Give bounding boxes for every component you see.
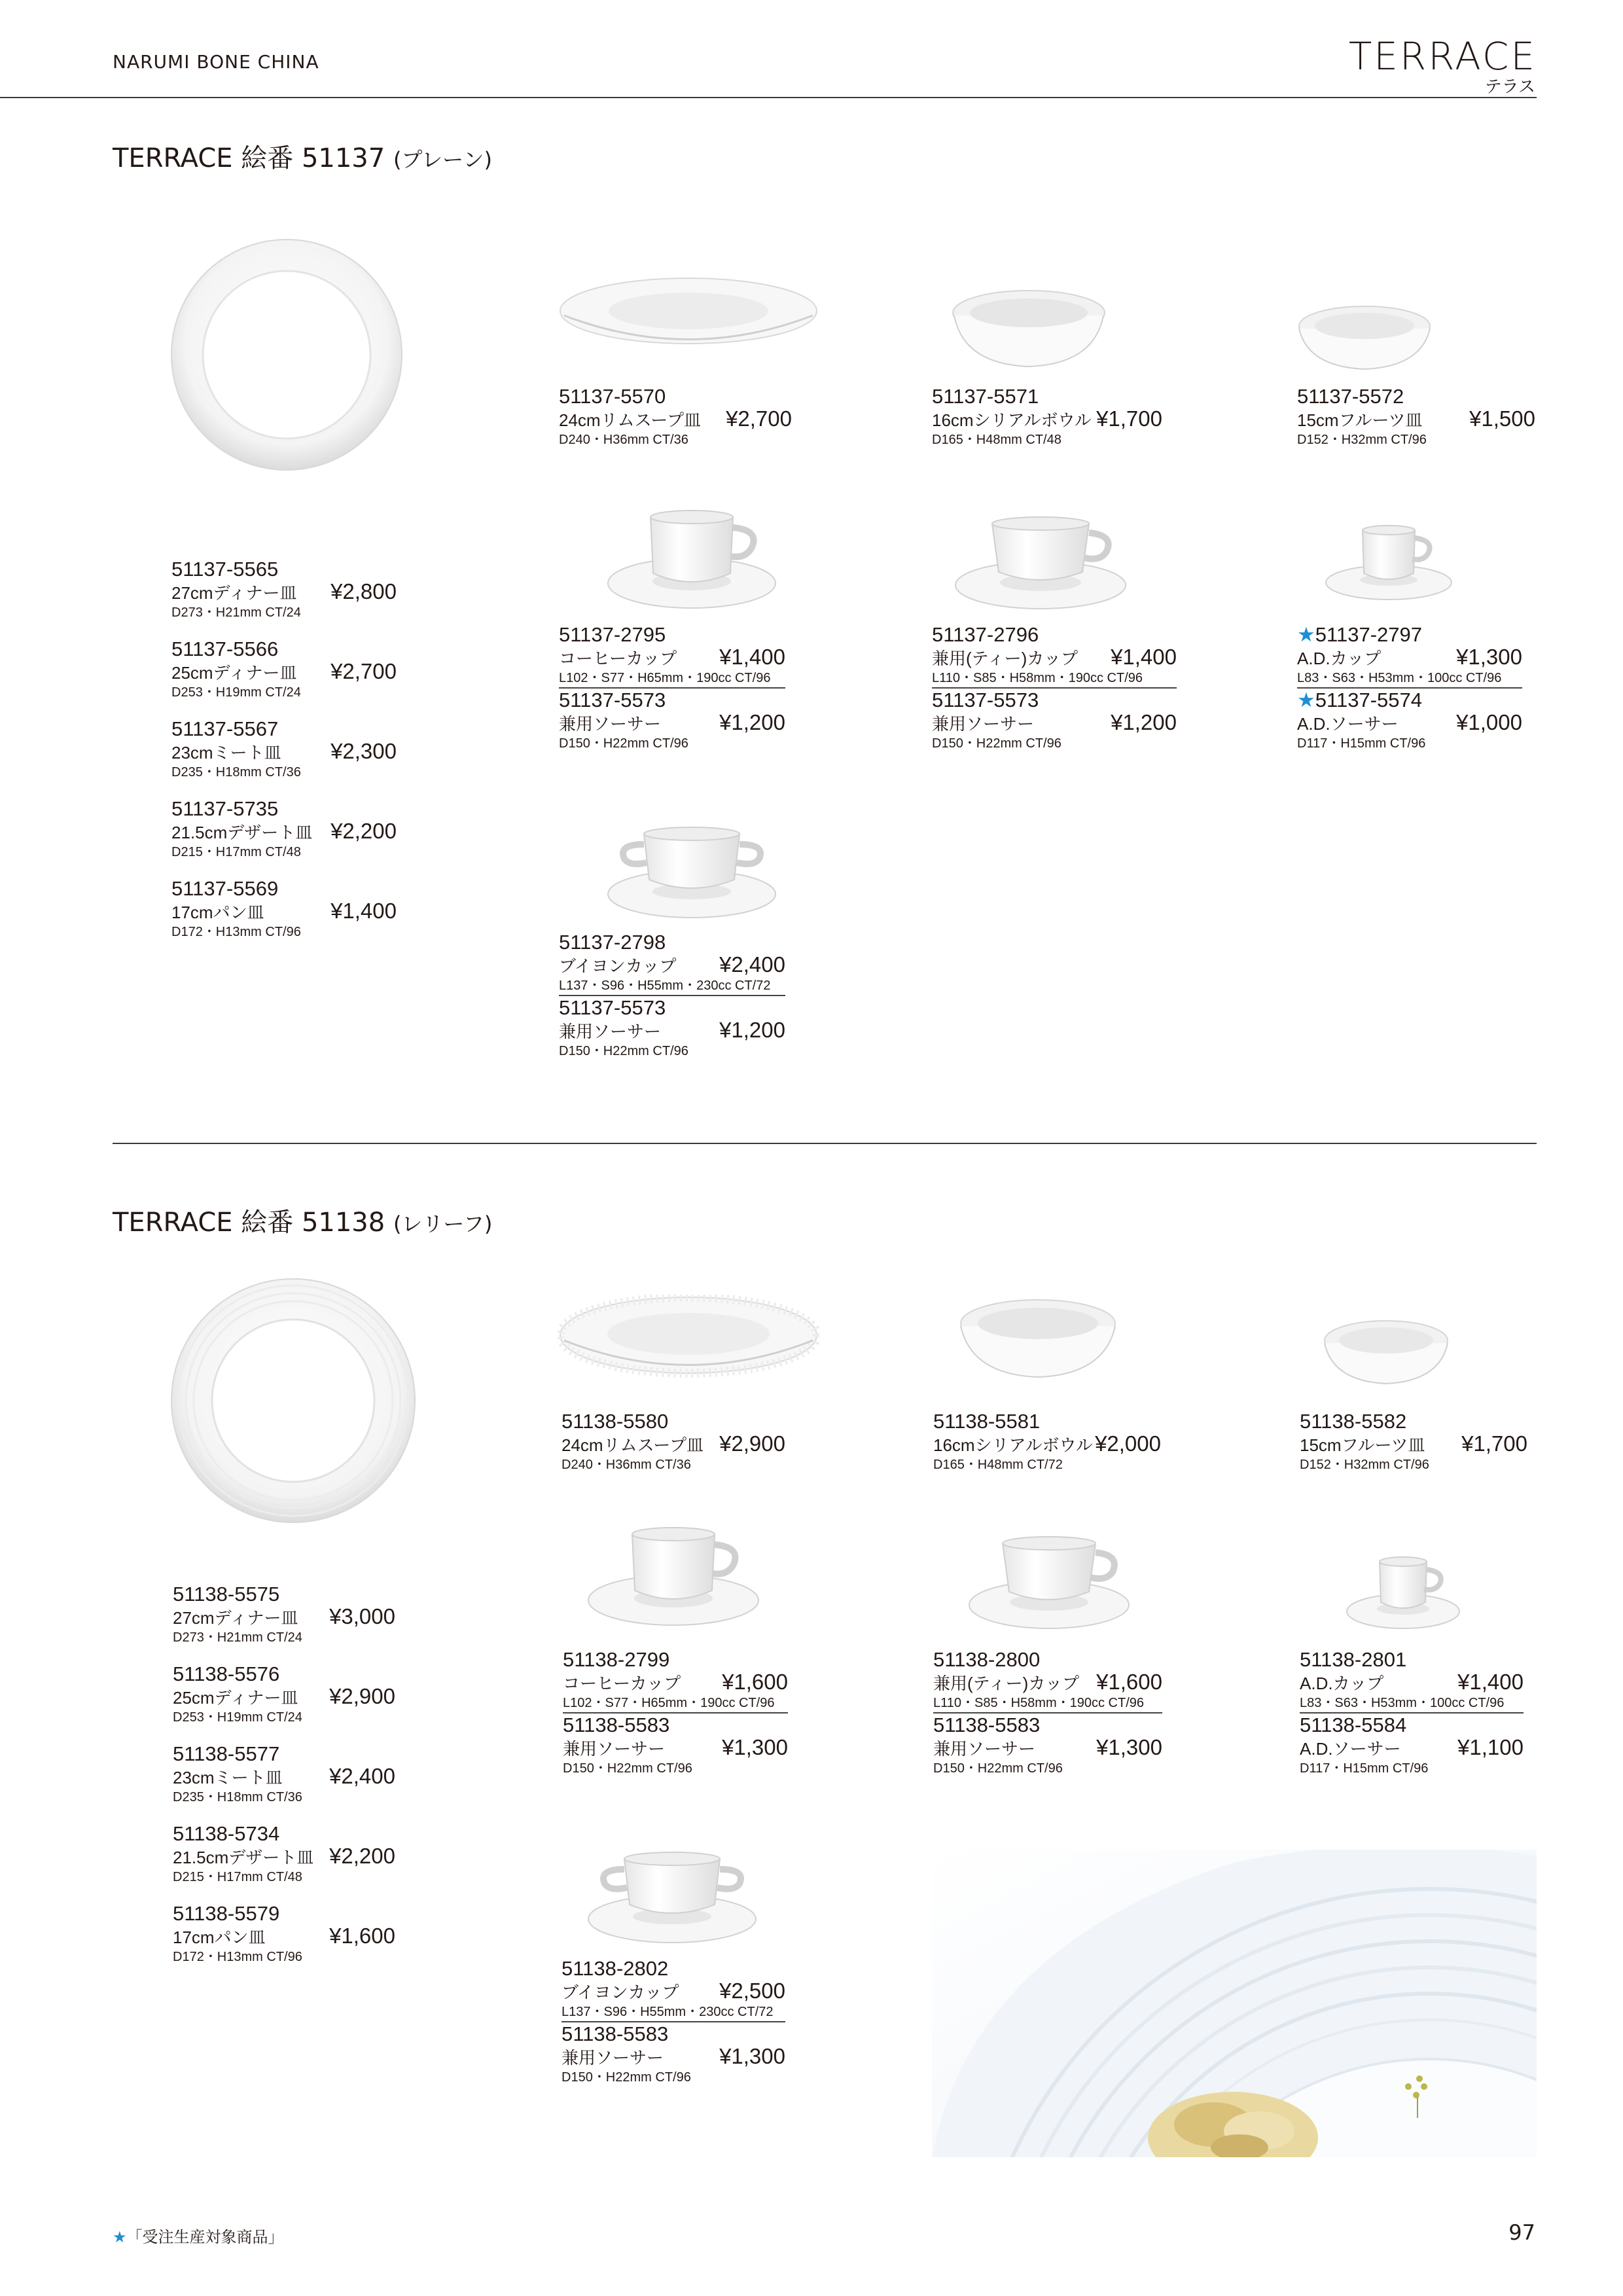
saucer-dims: D117・H15mm CT/96: [1297, 736, 1426, 751]
fruit-bowl-image: [1297, 301, 1432, 373]
product-fruit-bowl: [1300, 1410, 1527, 1474]
product-code-text: 51137-2798: [559, 931, 666, 954]
series-kana: テラス: [1484, 77, 1535, 97]
product-code: [559, 623, 785, 647]
product-price: ¥1,600: [329, 1924, 395, 1948]
product-price: ¥2,700: [726, 406, 792, 431]
saucer-name: 兼用ソーサー: [933, 1739, 1036, 1759]
product-price: ¥1,400: [1457, 1670, 1524, 1694]
product-code: [563, 1648, 788, 1672]
saucer-code: [1297, 689, 1522, 712]
product-cereal-bowl: [932, 385, 1162, 449]
saucer-dims: D150・H22mm CT/96: [563, 1761, 692, 1776]
product-name: 15cmフルーツ皿: [1300, 1435, 1425, 1455]
section-subtitle: (レリーフ): [393, 1211, 493, 1236]
page-number: 97: [1508, 2220, 1535, 2245]
saucer-dims: D150・H22mm CT/96: [932, 736, 1061, 751]
product-ad-cup-set: [1300, 1648, 1524, 1778]
product-price: ¥1,300: [1456, 645, 1522, 669]
product-dims: D172・H13mm CT/96: [173, 1950, 302, 1964]
product-code: 51137-5572: [1297, 385, 1404, 408]
saucer-code: [559, 689, 785, 712]
saucer-code-text: 51138-5583: [562, 2022, 669, 2045]
section-title-text: TERRACE 絵番 51138: [113, 1208, 385, 1238]
product-dims: L110・S85・H58mm・190cc CT/96: [933, 1694, 1162, 1713]
saucer-code-text: 51137-5573: [559, 996, 666, 1019]
product-code: 51137-5735: [171, 797, 279, 820]
product-code-text: 51138-2802: [562, 1957, 669, 1980]
product-code: 51137-5570: [559, 385, 666, 408]
product-price: ¥1,600: [722, 1670, 788, 1694]
product-dims: D273・H21mm CT/24: [171, 605, 301, 620]
product-name: ブイヨンカップ: [559, 956, 677, 976]
product-dims: D152・H32mm CT/96: [1300, 1458, 1429, 1472]
section-divider: [113, 1143, 1537, 1144]
section-subtitle: (プレーン): [393, 147, 492, 172]
product-plate-23cm: [171, 717, 397, 781]
product-name: コーヒーカップ: [559, 649, 677, 668]
product-code: 51138-5734: [173, 1822, 280, 1845]
product-code: [559, 931, 785, 954]
product-ad-cup-set: [1297, 623, 1522, 753]
product-plate-23cm: [173, 1742, 395, 1806]
saucer-code: [932, 689, 1177, 712]
product-name: ブイヨンカップ: [562, 1982, 679, 2002]
product-plate-27cm: [173, 1583, 395, 1647]
product-plate-27cm: [171, 558, 397, 622]
saucer-code: [562, 2022, 785, 2046]
product-code: [1300, 1648, 1524, 1672]
saucer-name: 兼用ソーサー: [559, 1022, 662, 1041]
section-title: [113, 1202, 492, 1239]
product-coffee-cup-set: [563, 1648, 788, 1778]
saucer-code: [563, 1713, 788, 1737]
saucer-dims: D150・H22mm CT/96: [559, 1044, 688, 1058]
product-dims: D235・H18mm CT/36: [171, 765, 301, 780]
product-name: 17cmパン皿: [171, 903, 264, 922]
product-dims: D152・H32mm CT/96: [1297, 433, 1427, 447]
bouillon-cup-image: [606, 822, 777, 920]
product-price: ¥1,400: [719, 645, 785, 669]
saucer-code: [933, 1713, 1162, 1737]
product-code-text: 51138-2800: [933, 1648, 1041, 1671]
product-name: 27cmディナー皿: [173, 1608, 298, 1628]
product-price: ¥2,400: [719, 952, 785, 977]
product-dims: D253・H19mm CT/24: [173, 1710, 302, 1725]
footnote-text: 「受注生産対象商品」: [126, 2228, 284, 2246]
product-code: 51137-5566: [171, 637, 279, 660]
product-price: ¥2,300: [330, 739, 397, 763]
product-code: 51138-5582: [1300, 1410, 1407, 1433]
product-plate-25cm: [171, 637, 397, 702]
product-dims: L102・S77・H65mm・190cc CT/96: [559, 669, 785, 689]
made-to-order-star: ★: [1297, 623, 1315, 646]
saucer-code-text: 51137-5574: [1315, 689, 1422, 711]
product-rim-soup: [562, 1410, 785, 1474]
star-icon: ★: [113, 2228, 127, 2246]
product-price: ¥2,200: [330, 819, 397, 843]
product-fruit-bowl: [1297, 385, 1535, 449]
product-name: 25cmディナー皿: [173, 1688, 298, 1708]
product-name: 23cmミート皿: [173, 1768, 283, 1787]
product-dims: D215・H17mm CT/48: [173, 1870, 302, 1884]
product-dims: D165・H48mm CT/72: [933, 1458, 1063, 1472]
tea-cup-image: [967, 1534, 1131, 1632]
product-name: 15cmフルーツ皿: [1297, 410, 1423, 430]
product-dims: L110・S85・H58mm・190cc CT/96: [932, 669, 1177, 689]
product-price: ¥1,600: [1096, 1670, 1162, 1694]
product-code: [932, 623, 1177, 647]
product-tea-cup-set: [933, 1648, 1162, 1778]
product-code-text: 51137-2795: [559, 623, 666, 646]
saucer-code-text: 51137-5573: [559, 689, 666, 711]
saucer-name: A.D.ソーサー: [1300, 1739, 1401, 1759]
tea-cup-image: [953, 514, 1128, 613]
saucer-price: ¥1,300: [1096, 1735, 1162, 1759]
product-plate-25cm: [173, 1662, 395, 1727]
saucer-price: ¥1,000: [1456, 710, 1522, 734]
product-code: 51138-5580: [562, 1410, 669, 1433]
saucer-dims: D117・H15mm CT/96: [1300, 1761, 1429, 1776]
product-code-text: 51138-2801: [1300, 1648, 1407, 1671]
product-name: 16cmシリアルボウル: [932, 410, 1092, 430]
saucer-price: ¥1,200: [719, 1018, 785, 1042]
footnote: [113, 2224, 284, 2247]
product-price: ¥1,400: [330, 899, 397, 923]
saucer-dims: D150・H22mm CT/96: [559, 736, 688, 751]
product-name: A.D.カップ: [1297, 649, 1382, 668]
header-rule: [0, 97, 1537, 98]
product-code: [1297, 623, 1522, 647]
saucer-code: [559, 996, 785, 1020]
product-bouillon-set: [559, 931, 785, 1060]
product-name: 25cmディナー皿: [171, 663, 297, 683]
product-dims: D240・H36mm CT/36: [562, 1458, 691, 1472]
saucer-price: ¥1,100: [1457, 1735, 1524, 1759]
product-name: 兼用(ティー)カップ: [933, 1674, 1079, 1693]
section-title: [113, 137, 492, 175]
product-price: ¥1,700: [1096, 406, 1162, 431]
saucer-code: [1300, 1713, 1524, 1737]
product-code: 51138-5575: [173, 1583, 280, 1605]
product-dims: L102・S77・H65mm・190cc CT/96: [563, 1694, 788, 1713]
product-code: [562, 1957, 785, 1981]
product-code-text: 51137-2797: [1315, 623, 1422, 646]
product-price: ¥2,500: [719, 1979, 785, 2003]
product-coffee-cup-set: [559, 623, 785, 753]
product-name: 17cmパン皿: [173, 1928, 266, 1947]
saucer-code-text: 51138-5584: [1300, 1713, 1407, 1736]
product-bouillon-set: [562, 1957, 785, 2087]
product-price: ¥1,700: [1461, 1431, 1527, 1456]
product-dims: D235・H18mm CT/36: [173, 1790, 302, 1804]
product-price: ¥2,900: [719, 1431, 785, 1456]
fruit-bowl-image: [1322, 1316, 1450, 1388]
product-dims: D240・H36mm CT/36: [559, 433, 688, 447]
product-dims: D253・H19mm CT/24: [171, 685, 301, 700]
product-name: A.D.カップ: [1300, 1674, 1384, 1693]
cereal-bowl-image: [950, 287, 1107, 372]
ad-cup-image: [1323, 524, 1454, 602]
section-title-text: TERRACE 絵番 51137: [113, 143, 385, 173]
product-price: ¥2,000: [1095, 1431, 1161, 1456]
saucer-dims: D150・H22mm CT/96: [562, 2070, 691, 2085]
bouillon-cup-image: [586, 1847, 758, 1945]
product-price: ¥2,400: [329, 1764, 395, 1788]
rim-soup-plate-image: [558, 1295, 819, 1386]
saucer-code-text: 51137-5573: [932, 689, 1039, 711]
product-code: [933, 1648, 1162, 1672]
saucer-name: 兼用ソーサー: [562, 2048, 664, 2068]
product-code: 51137-5565: [171, 558, 279, 581]
product-name: 24cmリムスープ皿: [562, 1435, 704, 1455]
product-dims: D172・H13mm CT/96: [171, 925, 301, 939]
product-dims: L83・S63・H53mm・100cc CT/96: [1300, 1694, 1524, 1713]
product-price: ¥2,700: [330, 659, 397, 683]
saucer-name: 兼用ソーサー: [932, 714, 1035, 734]
brand-name: NARUMI BONE CHINA: [113, 51, 319, 73]
product-name: 21.5cmデザート皿: [171, 823, 313, 842]
product-name: コーヒーカップ: [563, 1674, 681, 1693]
product-dims: L137・S96・H55mm・230cc CT/72: [559, 977, 785, 996]
product-plate-21cm: [173, 1822, 395, 1886]
product-price: ¥3,000: [329, 1604, 395, 1628]
product-price: ¥2,200: [329, 1844, 395, 1868]
cereal-bowl-image: [958, 1296, 1118, 1381]
product-name: 27cmディナー皿: [171, 583, 297, 603]
product-price: ¥2,900: [329, 1684, 395, 1708]
saucer-code-text: 51138-5583: [563, 1713, 670, 1736]
product-code-text: 51137-2796: [932, 623, 1039, 646]
relief-dinner-plate-image: [169, 1276, 418, 1525]
product-code: 51137-5567: [171, 717, 279, 740]
product-plate-17cm: [173, 1902, 395, 1966]
product-dims: D273・H21mm CT/24: [173, 1630, 302, 1645]
product-name: 24cmリムスープ皿: [559, 410, 701, 430]
ad-cup-image: [1344, 1555, 1462, 1631]
product-price: ¥1,400: [1111, 645, 1177, 669]
made-to-order-star: ★: [1297, 689, 1315, 711]
product-cereal-bowl: [933, 1410, 1161, 1474]
product-tea-cup-set: [932, 623, 1177, 753]
saucer-dims: D150・H22mm CT/96: [933, 1761, 1063, 1776]
product-code: 51137-5569: [171, 877, 279, 900]
product-name: 16cmシリアルボウル: [933, 1435, 1093, 1455]
product-price: ¥2,800: [330, 579, 397, 603]
saucer-code-text: 51138-5583: [933, 1713, 1041, 1736]
product-dims: D165・H48mm CT/48: [932, 433, 1061, 447]
product-dims: L137・S96・H55mm・230cc CT/72: [562, 2003, 785, 2022]
product-code: 51138-5577: [173, 1742, 280, 1765]
product-code: 51138-5581: [933, 1410, 1041, 1433]
product-code: 51138-5579: [173, 1902, 280, 1925]
product-code-text: 51138-2799: [563, 1648, 670, 1671]
product-dims: D215・H17mm CT/48: [171, 845, 301, 859]
product-code: 51137-5571: [932, 385, 1039, 408]
dinner-plate-image: [169, 237, 404, 473]
saucer-name: 兼用ソーサー: [563, 1739, 666, 1759]
saucer-price: ¥1,200: [719, 710, 785, 734]
product-plate-17cm: [171, 877, 397, 941]
food-plate-photo: [932, 1850, 1537, 2157]
saucer-price: ¥1,300: [719, 2044, 785, 2068]
saucer-name: 兼用ソーサー: [559, 714, 662, 734]
coffee-cup-image: [586, 1525, 760, 1630]
product-rim-soup: [559, 385, 792, 449]
saucer-name: A.D.ソーサー: [1297, 714, 1399, 734]
product-code: 51138-5576: [173, 1662, 280, 1685]
product-dims: L83・S63・H53mm・100cc CT/96: [1297, 669, 1522, 689]
saucer-price: ¥1,300: [722, 1735, 788, 1759]
product-name: 23cmミート皿: [171, 743, 281, 762]
coffee-cup-image: [606, 508, 777, 613]
product-price: ¥1,500: [1469, 406, 1535, 431]
product-name: 21.5cmデザート皿: [173, 1848, 314, 1867]
rim-soup-plate-image: [558, 275, 819, 360]
product-name: 兼用(ティー)カップ: [932, 649, 1078, 668]
product-plate-21cm: [171, 797, 397, 861]
saucer-price: ¥1,200: [1111, 710, 1177, 734]
series-title: TERRACE: [1348, 34, 1537, 79]
